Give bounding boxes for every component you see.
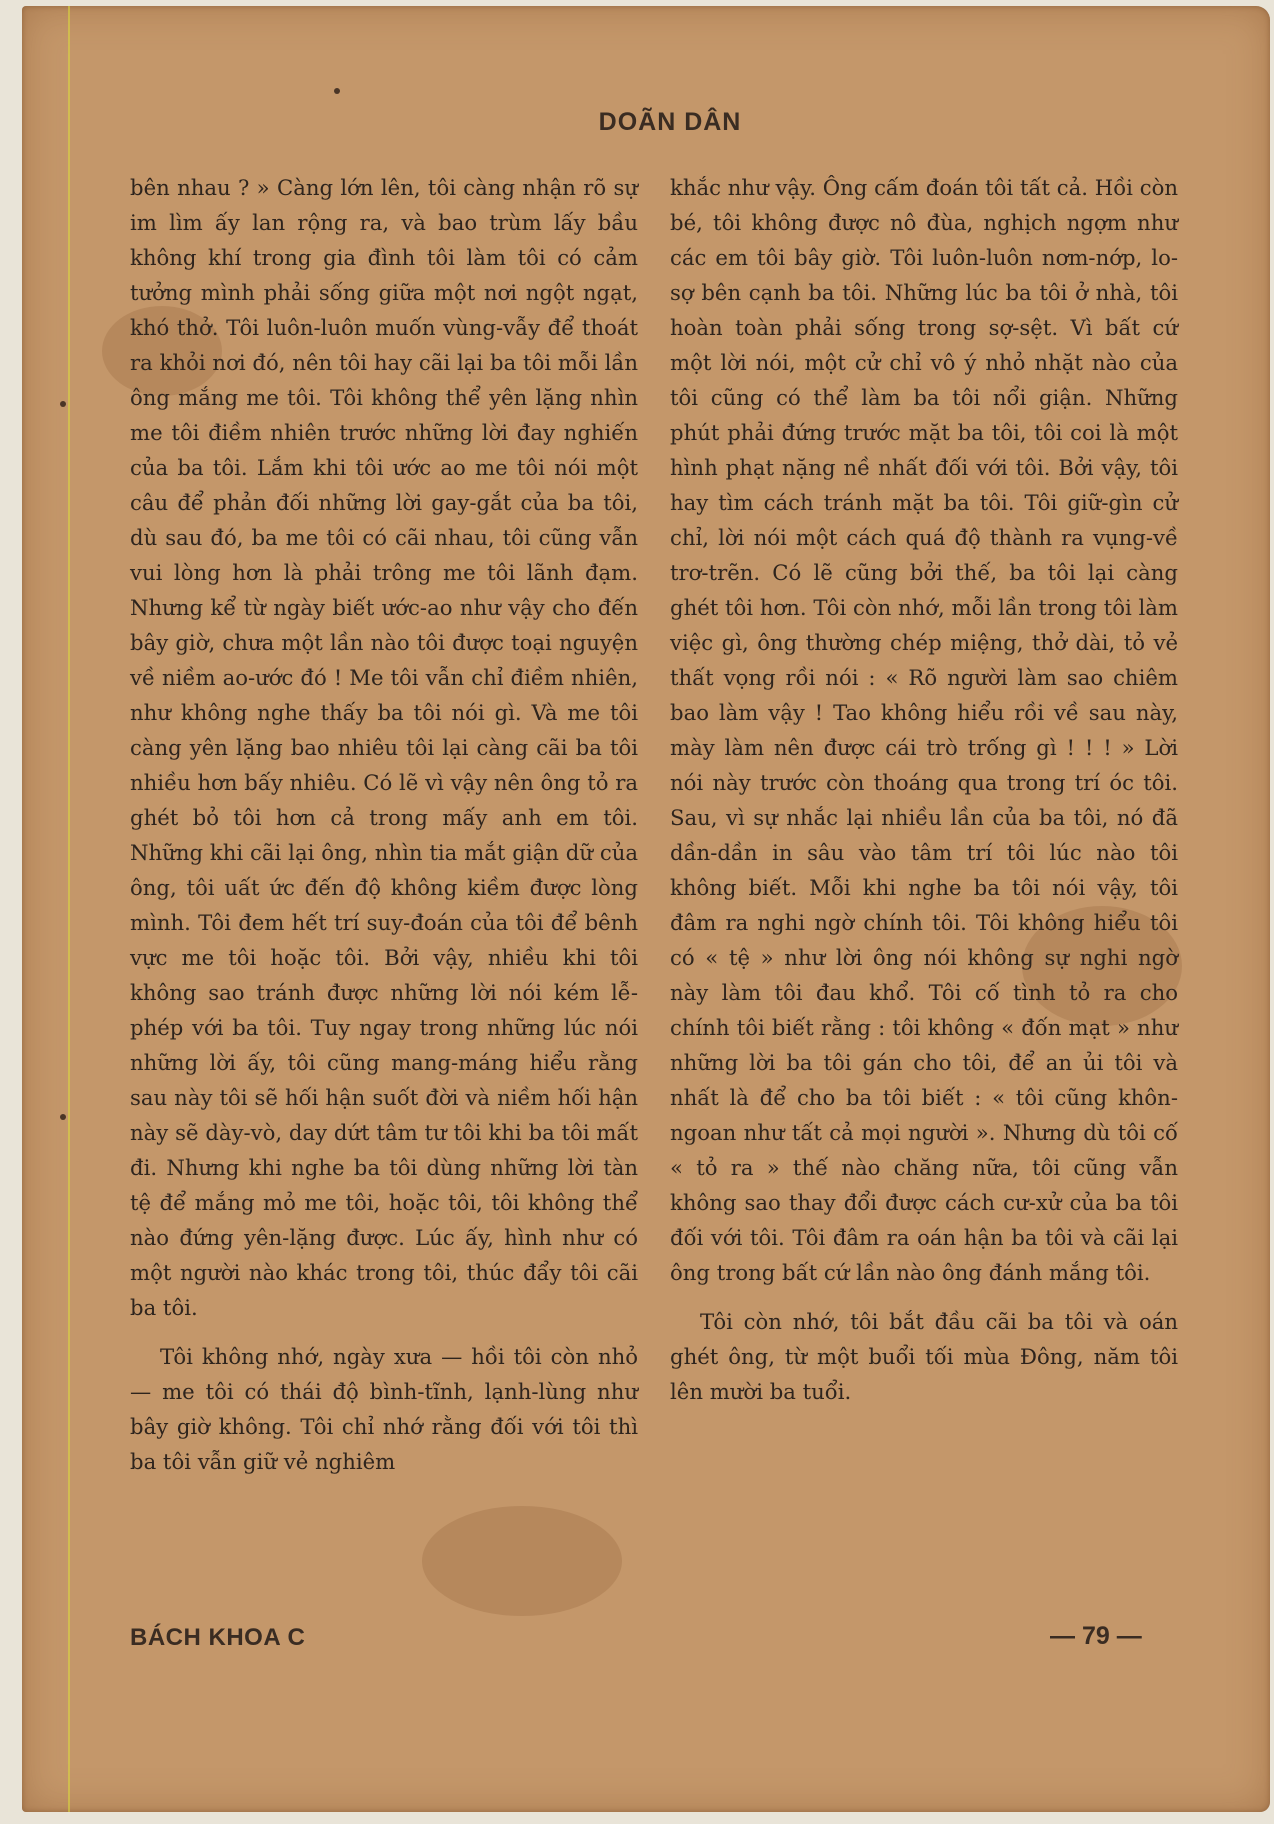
ink-speck bbox=[60, 1114, 66, 1120]
publication-name: BÁCH KHOA C bbox=[130, 1624, 306, 1651]
paper-stain bbox=[422, 1506, 622, 1616]
margin-line bbox=[68, 6, 70, 1812]
ink-speck bbox=[334, 88, 340, 94]
paragraph: Tôi không nhớ, ngày xưa — hồi tôi còn nhỏ — me tôi có thái độ bình-tĩnh, lạnh-lùng như bây giờ không. Tôi chỉ nhớ rằng đối với tôi thì ba tôi vẫn giữ vẻ nghiêm bbox=[130, 1344, 638, 1474]
page-number: — 79 — bbox=[1050, 1622, 1142, 1650]
paragraph: Tôi còn nhớ, tôi bắt đầu cãi ba tôi và oán ghét ông, từ một buổi tối mùa Đông, năm tôi lên mười ba tuổi. bbox=[670, 1309, 1178, 1404]
paragraph: khắc như vậy. Ông cấm đoán tôi tất cả. Hồi còn bé, tôi không được nô đùa, nghịch ngợm như các em tôi bây giờ. Tôi luôn-luôn nơm-nớp, lo-sợ bên cạnh ba tôi. Những lúc ba tôi ở nhà, tôi hoàn toàn phải sống trong sợ-sệt. Vì bất cứ một lời nói, một cử chỉ vô ý nhỏ nhặt nào của tôi cũng có thể làm ba tôi nổi giận. Những phút phải đứng trước mặt ba tôi, tôi coi là một hình phạt nặng nề nhất đối với tôi. Bởi vậy, tôi hay tìm cách tránh mặt ba tôi. Tôi giữ-gìn cử chỉ, lời nói một cách quá độ thành ra vụng-về trơ-trẽn. Có lẽ cũng bởi thế, ba tôi lại càng ghét tôi hơn. Tôi còn nhớ, mỗi lần trong tôi làm việc gì, ông thường chép miệng, thở dài, tỏ vẻ thất vọng rồi nói : « Rõ người làm sao chiêm bao làm vậy ! Tao không hiểu rồi về sau này, mày làm nên được cái trò trống gì ! ! ! » Lời nói này trước còn thoáng qua trong trí óc tôi. Sau, vì sự nhắc lại nhiều lần của ba tôi, nó đã dần-dần in sâu vào tâm trí tôi lúc nào tôi không biết. Mỗi khi nghe ba tôi nói vậy, tôi đâm ra nghi ngờ chính tôi. Tôi không hiểu tôi có « tệ » như lời ông nói không sự nghi ngờ này làm tôi đau khổ. Tôi cố tình tỏ ra cho chính tôi biết rằng : tôi không « đốn mạt » như những lời ba tôi gán cho tôi, để an ủi tôi và nhất là để cho ba tôi biết : « tôi cũng khôn-ngoan như tất cả mọi người ». Nhưng dù tôi cố « tỏ ra » thế nào chăng nữa, tôi cũng vẫn không sao thay đổi được cách cư-xử của ba tôi đối với tôi. Tôi đâm ra oán hận ba tôi và cãi lại ông trong bất cứ lần nào ông đánh mắng tôi. bbox=[670, 175, 1178, 1285]
left-column bbox=[130, 170, 638, 1479]
running-title: DOÃN DÂN bbox=[598, 108, 742, 136]
ink-speck bbox=[60, 401, 66, 407]
right-column bbox=[670, 170, 1178, 1409]
paragraph: bên nhau ? » Càng lớn lên, tôi càng nhận rõ sự im lìm ấy lan rộng ra, và bao trùm lấy bầu không khí trong gia đình tôi làm tôi có cảm tưởng mình phải sống giữa một nơi ngột ngạt, khó thở. Tôi luôn-luôn muốn vùng-vẫy để thoát ra khỏi nơi đó, nên tôi hay cãi lại ba tôi mỗi lần ông mắng me tôi. Tôi không thể yên lặng nhìn me tôi điềm nhiên trước những lời đay nghiến của ba tôi. Lắm khi tôi ước ao me tôi nói một câu để phản đối những lời gay-gắt của ba tôi, dù sau đó, ba me tôi có cãi nhau, tôi cũng vẫn vui lòng hơn là phải trông me tôi lãnh đạm. Nhưng kể từ ngày biết ước-ao như vậy cho đến bây giờ, chưa một lần nào tôi được toại nguyện về niềm ao-ước đó ! Me tôi vẫn chỉ điềm nhiên, như không nghe thấy ba tôi nói gì. Và me tôi càng yên lặng bao nhiêu tôi lại càng cãi ba tôi nhiều hơn bấy nhiêu. Có lẽ vì vậy nên ông tỏ ra ghét bỏ tôi hơn cả trong mấy anh em tôi. Những khi cãi lại ông, nhìn tia mắt giận dữ của ông, tôi uất ức đến độ không kiềm được lòng mình. Tôi đem hết trí suy-đoán của tôi để bênh vực me tôi hoặc tôi. Bởi vậy, nhiều khi tôi không sao tránh được những lời nói kém lễ-phép với ba tôi. Tuy ngay trong những lúc nói những lời ấy, tôi cũng mang-máng hiểu rằng sau này tôi sẽ hối hận suốt đời và niềm hối hận này sẽ dày-vò, day dứt tâm tư tôi khi ba tôi mất đi. Nhưng khi nghe ba tôi dùng những lời tàn tệ để mắng mỏ me tôi, hoặc tôi, tôi không thể nào đứng yên-lặng được. Lúc ấy, hình như có một người nào khác trong tôi, thúc đẩy tôi cãi ba tôi. bbox=[130, 175, 638, 1320]
